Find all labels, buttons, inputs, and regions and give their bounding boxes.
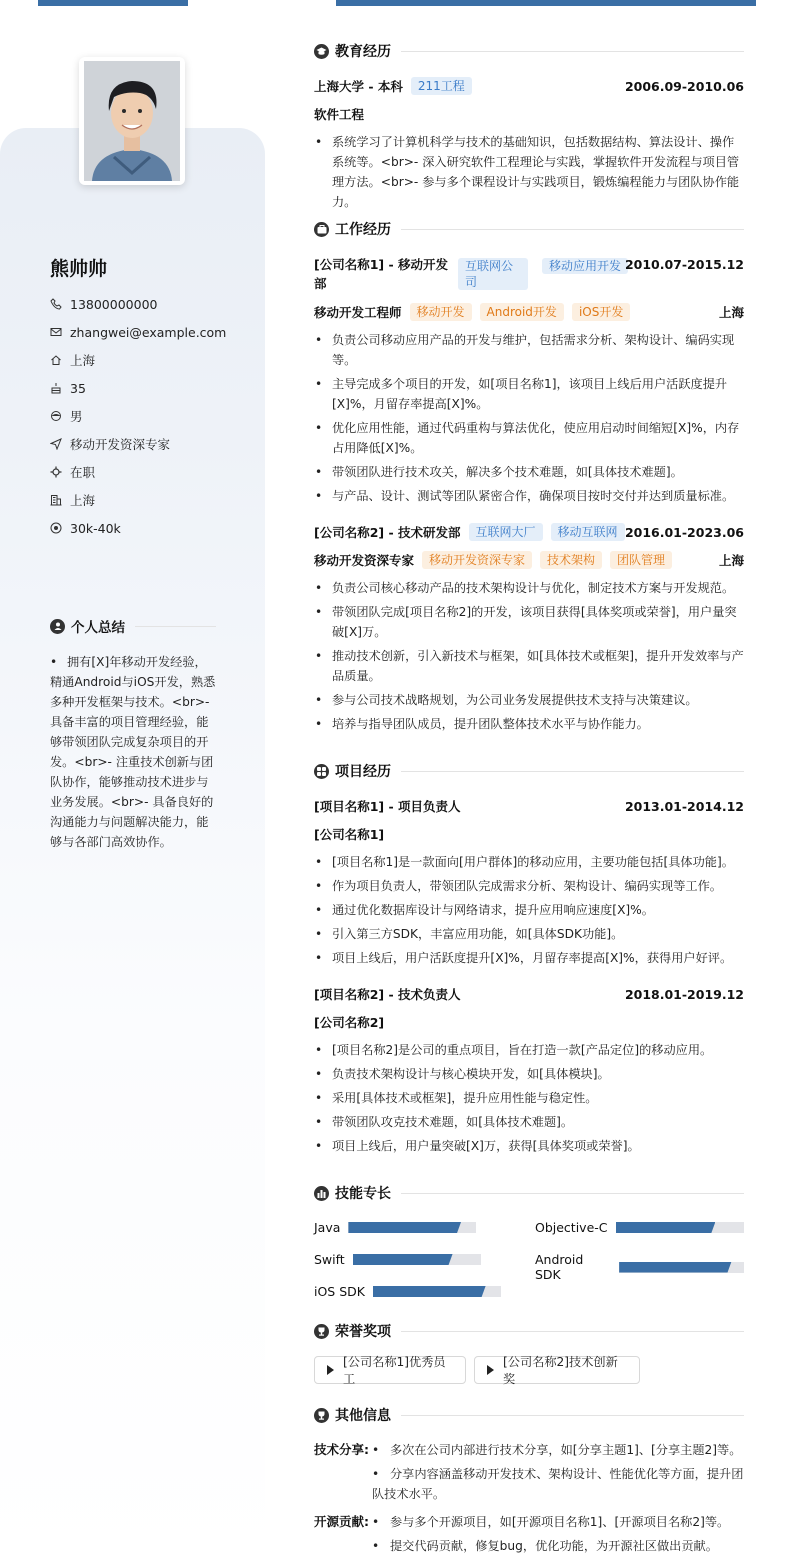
job-2-header [314, 522, 744, 542]
skill-android-sdk-fill [619, 1262, 731, 1273]
skill-java-bar [348, 1222, 476, 1233]
play-icon [487, 1365, 494, 1375]
job-1-skill-3: iOS开发 [572, 303, 630, 321]
project-1-date: 2013.01-2014.12 [624, 798, 744, 814]
contact-age-text: 35 [70, 380, 86, 396]
contact-status [50, 458, 250, 486]
projects-title: 项目经历 [335, 764, 391, 780]
home-icon [50, 354, 62, 366]
bar-chart-icon [314, 1186, 329, 1201]
avatar [79, 57, 185, 185]
job-1-date: 2010.07-2015.12 [624, 257, 744, 272]
work-heading [314, 219, 744, 239]
awards-title: 荣誉奖项 [335, 1324, 391, 1340]
skills-divider [401, 1193, 744, 1194]
graduation-cap-icon [314, 44, 329, 59]
summary-heading [50, 616, 216, 636]
work-title: 工作经历 [335, 222, 391, 238]
salary-icon [50, 522, 62, 534]
list-item: • 系统学习了计算机科学与技术的基础知识，包括数据结构、算法设计、操作系统等。<br>- 深入研究软件工程理论与实践，掌握软件开发流程与项目管理方法。<br>- 参与多个课程设计与实践项目，锻炼编程能力与团队协作能力。 [314, 132, 744, 212]
skill-android-sdk-bar [619, 1262, 744, 1273]
skill-ios-sdk-fill [373, 1286, 486, 1297]
award-item-2-label: [公司名称2]技术创新奖 [503, 1355, 618, 1386]
list-item: • 参与多个开源项目，如[开源项目名称1]、[开源项目名称2]等。 [372, 1512, 744, 1532]
education-heading [314, 41, 744, 61]
list-item: • 带领团队攻克技术难题，如[具体技术难题]。 [314, 1112, 744, 1132]
job-2-skill-2: 技术架构 [540, 551, 602, 569]
project-1-name: [项目名称1] - 项目负责人 [314, 799, 461, 814]
job-1-role-row [314, 302, 744, 322]
info-icon [314, 1408, 329, 1423]
contact-status-text: 在职 [70, 465, 96, 480]
job-2-bullets [314, 578, 744, 738]
skill-android-sdk [535, 1252, 744, 1282]
top-accent-bar-right [336, 0, 756, 6]
list-item: • 主导完成多个项目的开发，如[项目名称1]，该项目上线后用户活跃度提升[X]%，月留存率提高[X]%。 [314, 374, 744, 414]
other-group-2-bullets [372, 1512, 744, 1560]
contact-email [50, 318, 250, 346]
job-2-city: 上海 [718, 553, 744, 568]
job-2-company: [公司名称2] - 技术研发部 [314, 525, 461, 540]
age-icon [50, 382, 62, 394]
briefcase-icon [314, 222, 329, 237]
project-2-name: [项目名称2] - 技术负责人 [314, 987, 461, 1002]
project-2-header [314, 984, 744, 1004]
list-item: • 负责公司移动应用产品的开发与维护，包括需求分析、架构设计、编码实现等。 [314, 330, 744, 370]
project-1-bullets [314, 852, 744, 972]
skill-objective-c-bar [616, 1222, 744, 1233]
gender-icon [50, 410, 62, 422]
list-item: • [项目名称2]是公司的重点项目，旨在打造一款[产品定位]的移动应用。 [314, 1040, 744, 1060]
job-1-skill-2: Android开发 [480, 303, 564, 321]
summary-title: 个人总结 [71, 620, 125, 636]
award-item-2[interactable] [474, 1356, 640, 1384]
skills-heading [314, 1183, 744, 1203]
contact-home-text: 上海 [70, 353, 96, 368]
project-2-bullets [314, 1040, 744, 1160]
education-school: 上海大学 - 本科 [314, 79, 403, 94]
contact-position [50, 430, 250, 458]
skill-swift [314, 1252, 481, 1267]
job-2-skill-1: 移动开发资深专家 [422, 551, 532, 569]
job-2-date: 2016.01-2023.06 [624, 524, 744, 540]
contact-position-text: 移动开发资深专家 [70, 437, 171, 452]
skill-java [314, 1220, 476, 1235]
job-1-skill-1: 移动开发 [410, 303, 472, 321]
contact-email-text: zhangwei@example.com [70, 324, 227, 340]
job-2-tag-1: 互联网大厂 [469, 523, 543, 541]
job-1-city: 上海 [718, 305, 744, 320]
job-1-company: [公司名称1] - 移动开发部 [314, 257, 449, 291]
project-1-company: [公司名称1] [314, 827, 385, 842]
job-2-role-row [314, 550, 744, 570]
contact-home [50, 346, 250, 374]
list-item: • 项目上线后，用户活跃度提升[X]%，月留存率提高[X]%，获得用户好评。 [314, 948, 744, 968]
contact-salary-text: 30k-40k [70, 520, 121, 536]
skill-swift-bar [353, 1254, 481, 1265]
projects-heading [314, 761, 744, 781]
list-item: • 通过优化数据库设计与网络请求，提升应用响应速度[X]%。 [314, 900, 744, 920]
education-divider [401, 51, 744, 52]
other-divider [401, 1415, 744, 1416]
education-date: 2006.09-2010.06 [624, 78, 744, 94]
list-item: • 多次在公司内部进行技术分享，如[分享主题1]、[分享主题2]等。 [372, 1440, 744, 1460]
list-item: • 带领团队进行技术攻关，解决多个技术难题，如[具体技术难题]。 [314, 462, 744, 482]
other-group-1-bullets [372, 1440, 744, 1508]
awards-heading [314, 1321, 744, 1341]
skill-swift-name: Swift [314, 1252, 345, 1267]
skill-java-name: Java [314, 1220, 341, 1235]
summary-divider [135, 626, 216, 627]
job-1-role: 移动开发工程师 [314, 305, 402, 320]
other-group-2-label: 开源贡献: [314, 1514, 369, 1529]
other-heading [314, 1405, 744, 1425]
candidate-name: 熊帅帅 [50, 258, 108, 280]
job-1-tag-2: 移动应用开发 [542, 258, 628, 274]
work-divider [401, 229, 744, 230]
list-item: • 采用[具体技术或框架]，提升应用性能与稳定性。 [314, 1088, 744, 1108]
job-1-header [314, 255, 744, 295]
awards-divider [401, 1331, 744, 1332]
project-2-date: 2018.01-2019.12 [624, 986, 744, 1002]
list-item: • 优化应用性能，通过代码重构与算法优化，使应用启动时间缩短[X]%，内存占用降低[X]%。 [314, 418, 744, 458]
list-item: • 项目上线后，用户量突破[X]万，获得[具体奖项或荣誉]。 [314, 1136, 744, 1156]
list-item: • 分享内容涵盖移动开发技术、架构设计、性能优化等方面，提升团队技术水平。 [372, 1464, 744, 1504]
list-item: • 作为项目负责人，带领团队完成需求分析、架构设计、编码实现等工作。 [314, 876, 744, 896]
skill-ios-sdk-bar [373, 1286, 501, 1297]
contact-age [50, 374, 250, 402]
skill-swift-fill [353, 1254, 453, 1265]
contact-gender [50, 402, 250, 430]
job-1-tag-1: 互联网公司 [458, 258, 528, 290]
contact-city [50, 486, 250, 514]
status-icon [50, 466, 62, 478]
education-bullets [314, 132, 744, 216]
job-1-bullets [314, 330, 744, 510]
education-title: 教育经历 [335, 44, 391, 60]
education-header-row [314, 76, 744, 96]
other-group-1-label: 技术分享: [314, 1442, 369, 1457]
list-item: • 提交代码贡献，修复bug，优化功能，为开源社区做出贡献。 [372, 1536, 744, 1556]
skill-objective-c [535, 1220, 744, 1235]
contact-gender-text: 男 [70, 409, 83, 424]
list-item: • 引入第三方SDK，丰富应用功能，如[具体SDK功能]。 [314, 924, 744, 944]
skill-objective-c-fill [616, 1222, 716, 1233]
skill-ios-sdk-name: iOS SDK [314, 1284, 365, 1299]
mail-icon [50, 326, 62, 338]
skill-android-sdk-name: Android SDK [535, 1252, 584, 1282]
contact-city-text: 上海 [70, 493, 96, 508]
project-2-company: [公司名称2] [314, 1015, 385, 1030]
phone-icon [50, 298, 62, 310]
list-item: • 负责公司核心移动产品的技术架构设计与优化，制定技术方案与开发规范。 [314, 578, 744, 598]
send-icon [50, 438, 62, 450]
user-circle-icon [50, 619, 65, 634]
grid-icon [314, 764, 329, 779]
project-1-header [314, 796, 744, 816]
job-2-skill-3: 团队管理 [610, 551, 672, 569]
skill-objective-c-name: Objective-C [535, 1220, 608, 1235]
list-item: • 推动技术创新，引入新技术与框架，如[具体技术或框架]，提升开发效率与产品质量。 [314, 646, 744, 686]
job-2-role: 移动开发资深专家 [314, 553, 415, 568]
summary-text: 拥有[X]年移动开发经验，精通Android与iOS开发，熟悉多种开发框架与技术。<br>- 具备丰富的项目管理经验，能够带领团队完成复杂项目的开发。<br>- 注重技术创新与团队协作，能够推动技术进步与业务发展。<br>- 具备良好的沟通能力与问题解决能力，能够与各部门高效协作。 [50, 655, 216, 849]
list-item: • 负责技术架构设计与核心模块开发，如[具体模块]。 [314, 1064, 744, 1084]
projects-divider [401, 771, 744, 772]
play-icon [327, 1365, 334, 1375]
building-icon [50, 494, 62, 506]
contact-list [50, 290, 250, 542]
summary-text-block [50, 652, 216, 852]
list-item: • 带领团队完成[项目名称2]的开发，该项目获得[具体奖项或荣誉]，用户量突破[X]万。 [314, 602, 744, 642]
top-accent-bar-left [38, 0, 188, 6]
list-item: • 培养与指导团队成员，提升团队整体技术水平与协作能力。 [314, 714, 744, 734]
skill-java-fill [348, 1222, 461, 1233]
job-2-tag-2: 移动互联网 [551, 523, 625, 541]
award-item-1-label: [公司名称1]优秀员工 [343, 1355, 446, 1386]
contact-phone-text: 13800000000 [70, 296, 158, 312]
skill-ios-sdk [314, 1284, 501, 1299]
contact-salary [50, 514, 250, 542]
list-item: • 与产品、设计、测试等团队紧密合作，确保项目按时交付并达到质量标准。 [314, 486, 744, 506]
contact-phone [50, 290, 250, 318]
award-item-1[interactable] [314, 1356, 466, 1384]
trophy-icon [314, 1324, 329, 1339]
avatar-portrait-image [84, 61, 180, 181]
education-tag: 211工程 [411, 77, 472, 95]
summary-bullet: • [50, 655, 58, 669]
other-title: 其他信息 [335, 1408, 391, 1424]
list-item: • 参与公司技术战略规划，为公司业务发展提供技术支持与决策建议。 [314, 690, 744, 710]
list-item: • [项目名称1]是一款面向[用户群体]的移动应用，主要功能包括[具体功能]。 [314, 852, 744, 872]
education-major: 软件工程 [314, 107, 365, 122]
skills-title: 技能专长 [335, 1186, 391, 1202]
